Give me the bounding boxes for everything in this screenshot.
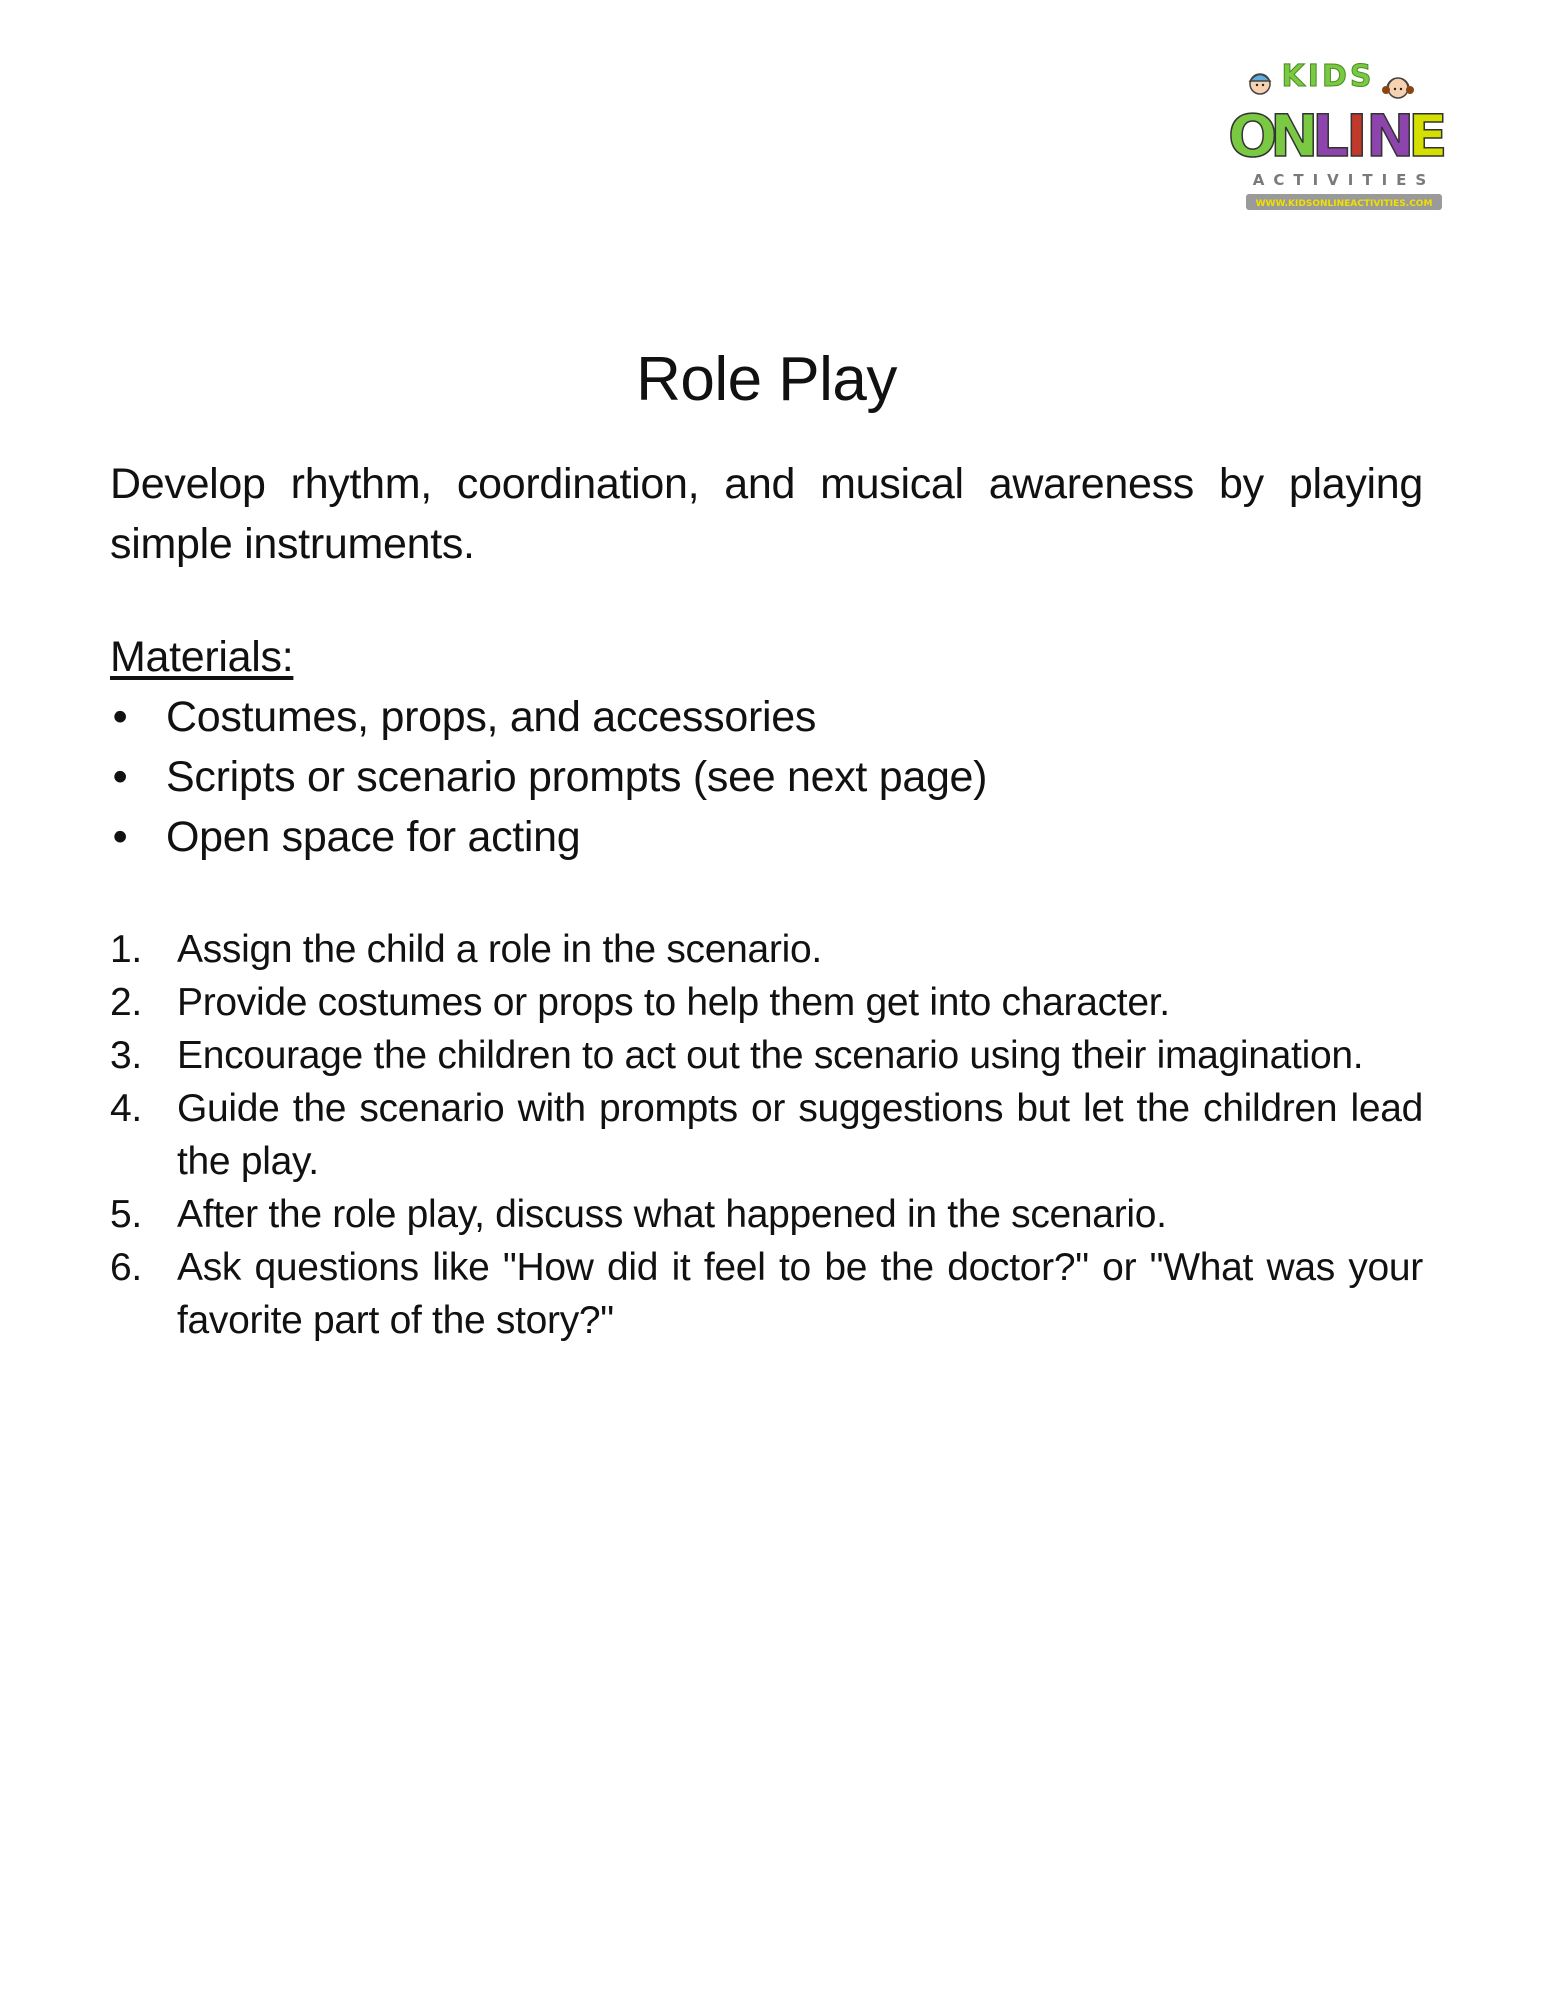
svg-text:N: N — [1366, 102, 1415, 170]
step-text: Provide costumes or props to help them get into character. — [177, 981, 1170, 1024]
document-content — [110, 340, 1423, 1347]
step-item — [110, 1188, 1423, 1241]
materials-heading: Materials: — [110, 633, 294, 681]
step-number: 2. — [110, 981, 142, 1024]
step-text: After the role play, discuss what happened in the scenario. — [177, 1193, 1167, 1236]
materials-item-text: Costumes, props, and accessories — [166, 693, 817, 741]
bullet-icon: • — [112, 753, 128, 801]
girl-face-icon — [1382, 78, 1414, 98]
step-text: Ask questions like "How did it feel to be the doctor?" or "What was your favorite part of the story?" — [177, 1246, 1423, 1342]
step-number: 1. — [110, 928, 142, 971]
boy-face-icon — [1250, 74, 1270, 94]
step-text: Encourage the children to act out the scenario using their imagination. — [177, 1034, 1364, 1077]
site-logo — [1228, 48, 1466, 220]
svg-text:N: N — [1270, 102, 1319, 170]
step-number: 5. — [110, 1193, 142, 1236]
steps-list — [110, 923, 1423, 1347]
step-text: Assign the child a role in the scenario. — [177, 928, 822, 971]
materials-list — [110, 687, 1423, 867]
bullet-icon: • — [112, 693, 128, 741]
step-item — [110, 1241, 1423, 1347]
materials-item — [110, 687, 1423, 747]
step-item — [110, 1029, 1423, 1082]
step-number: 6. — [110, 1246, 142, 1289]
materials-item — [110, 807, 1423, 867]
logo-online-text — [1228, 102, 1448, 170]
svg-text:L: L — [1312, 102, 1349, 170]
svg-text:E: E — [1408, 102, 1448, 170]
step-item — [110, 976, 1423, 1029]
svg-text:O: O — [1228, 102, 1278, 170]
step-number: 4. — [110, 1087, 142, 1130]
materials-item — [110, 747, 1423, 807]
svg-text:I: I — [1346, 102, 1368, 170]
step-item — [110, 923, 1423, 976]
bullet-icon: • — [112, 813, 128, 861]
materials-item-text: Scripts or scenario prompts (see next page) — [166, 753, 988, 801]
logo-graphic — [1228, 48, 1466, 220]
logo-activities-text: ACTIVITIES — [1252, 171, 1436, 189]
step-text: Guide the scenario with prompts or suggestions but let the children lead the play. — [177, 1087, 1423, 1183]
materials-item-text: Open space for acting — [166, 813, 581, 861]
page-title: Role Play — [636, 345, 897, 414]
intro-paragraph: Develop rhythm, coordination, and musical awareness by playing simple instruments. — [110, 460, 1423, 568]
logo-url-text: WWW.KIDSONLINEACTIVITIES.COM — [1255, 199, 1433, 209]
step-item — [110, 1082, 1423, 1188]
step-number: 3. — [110, 1034, 142, 1077]
logo-kids-text: KIDS — [1281, 59, 1375, 94]
